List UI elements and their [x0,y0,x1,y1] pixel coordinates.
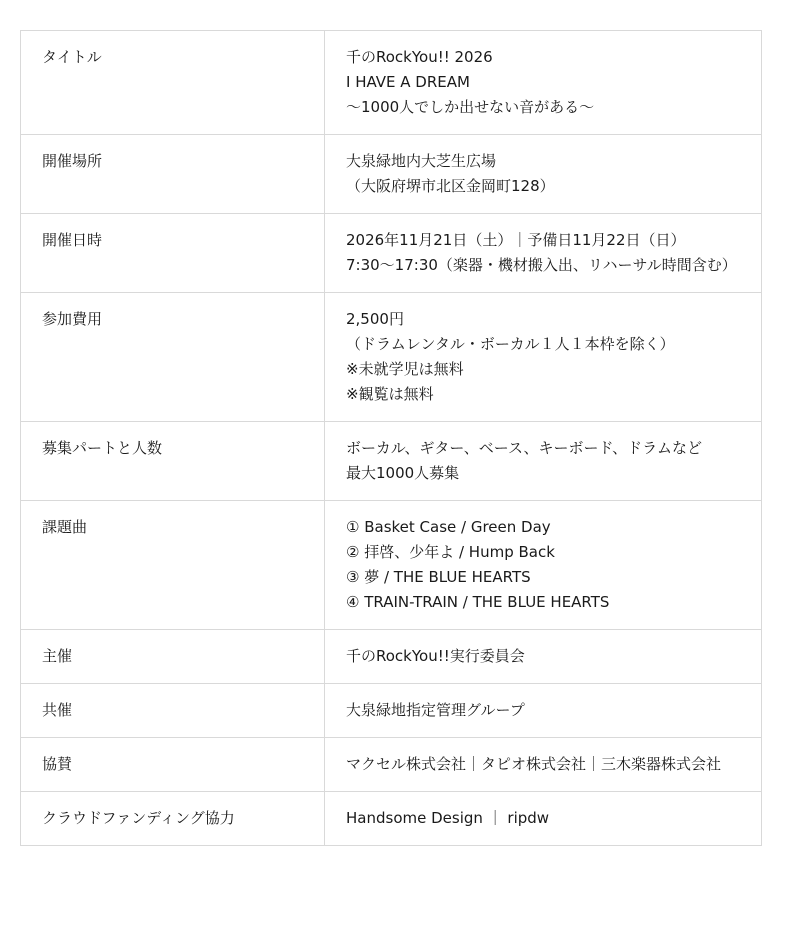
info-row-value [325,31,762,135]
info-row-value-line: I HAVE A DREAM [346,73,470,91]
info-row-value-line: 大泉緑地指定管理グループ [346,701,525,719]
info-row-value-line: ④ TRAIN-TRAIN / THE BLUE HEARTS [346,593,610,611]
info-row-value-line: 大泉緑地内大芝生広場 [346,152,497,170]
info-row-label: 開催場所 [21,135,325,214]
info-row-label: クラウドファンディング協力 [21,792,325,846]
info-row-value-line: 2,500円 [346,310,404,328]
info-row-value [325,293,762,422]
info-row [21,792,762,846]
info-row [21,684,762,738]
event-info-table-body [21,31,762,846]
info-row-value [325,214,762,293]
info-row-value-line: Handsome Design ｜ ripdw [346,809,550,827]
info-row-label: タイトル [21,31,325,135]
info-row-value [325,501,762,630]
info-row-value-line: ※観覧は無料 [346,385,434,403]
info-row-label: 開催日時 [21,214,325,293]
info-row [21,630,762,684]
info-row-value-line: ① Basket Case / Green Day [346,518,551,536]
info-row-value-line: 千のRockYou!!実行委員会 [346,647,525,665]
event-info-table [20,30,762,846]
info-row-value-line: ※未就学児は無料 [346,360,464,378]
info-row-value [325,792,762,846]
info-row-value [325,630,762,684]
info-row [21,31,762,135]
info-row-value-line: マクセル株式会社｜タピオ株式会社｜三木楽器株式会社 [346,755,722,773]
info-row [21,135,762,214]
info-row-value-line: 2026年11月21日（土）｜予備日11月22日（日） [346,231,686,249]
info-row-value-line: 千のRockYou!! 2026 [346,48,493,66]
info-row [21,214,762,293]
info-row-label: 課題曲 [21,501,325,630]
info-row-value-line: ボーカル、ギター、ベース、キーボード、ドラムなど [346,439,702,457]
info-row-label: 主催 [21,630,325,684]
info-row-label: 協賛 [21,738,325,792]
info-row [21,738,762,792]
info-row [21,422,762,501]
info-row-value [325,738,762,792]
info-row-value [325,684,762,738]
info-row-value-line: 最大1000人募集 [346,464,460,482]
info-row-label: 参加費用 [21,293,325,422]
info-row-value-line: （ドラムレンタル・ボーカル１人１本枠を除く） [346,335,675,353]
info-row [21,501,762,630]
info-row-value-line: （大阪府堺市北区金岡町128） [346,177,555,195]
info-row-value-line: ③ 夢 / THE BLUE HEARTS [346,568,531,586]
info-row-value-line: 7:30〜17:30（楽器・機材搬入出、リハーサル時間含む） [346,256,737,274]
info-row-value [325,422,762,501]
info-row-label: 共催 [21,684,325,738]
info-row [21,293,762,422]
info-row-value-line: 〜1000人でしか出せない音がある〜 [346,98,595,116]
info-row-value-line: ② 拝啓、少年よ / Hump Back [346,543,555,561]
info-row-value [325,135,762,214]
info-row-label: 募集パートと人数 [21,422,325,501]
